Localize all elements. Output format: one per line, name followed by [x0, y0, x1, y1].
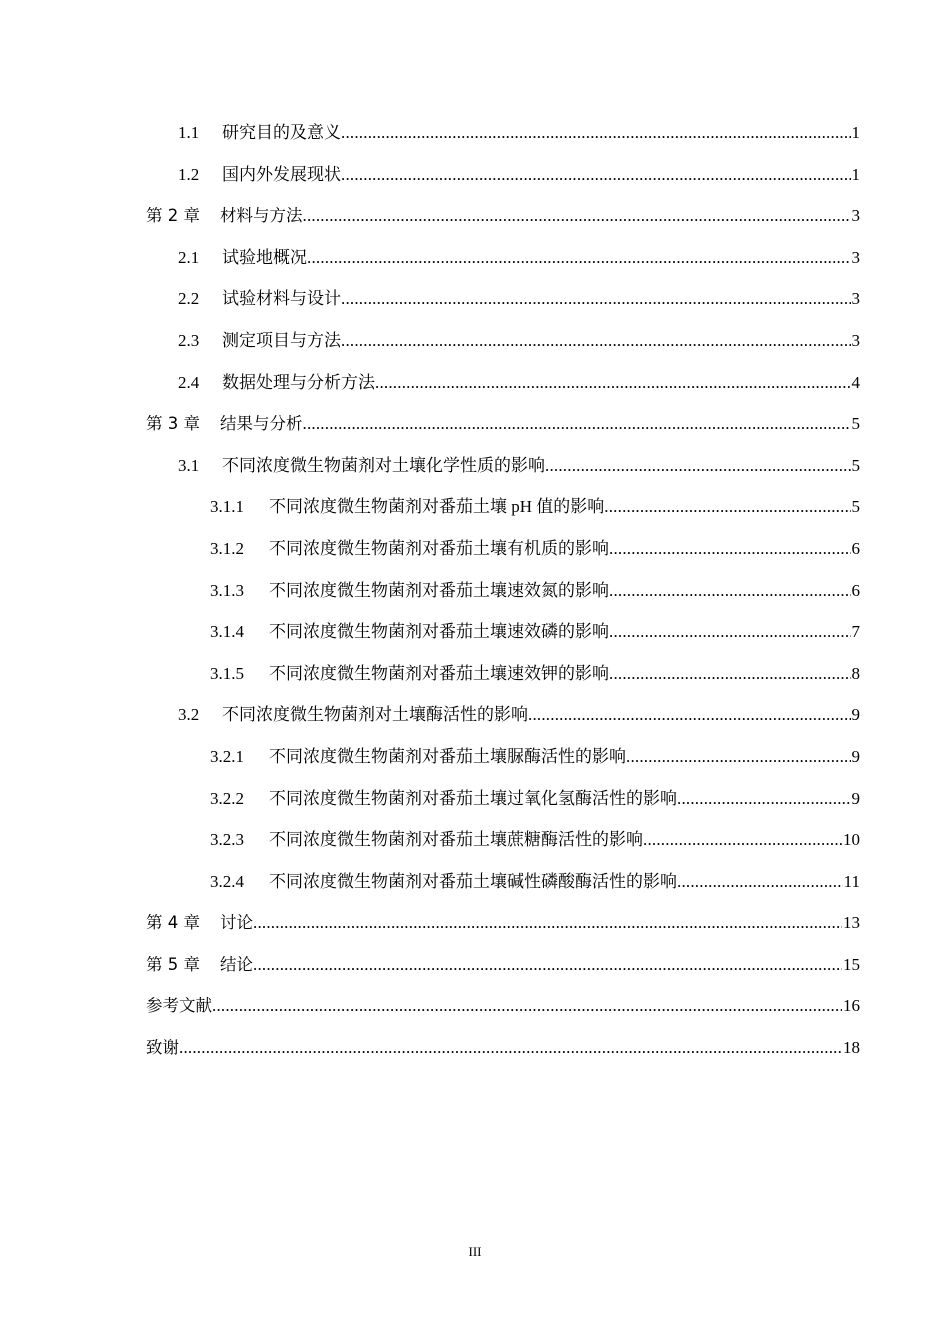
toc-entry[interactable] [146, 445, 860, 487]
toc-entry-number: 3.1.5 [210, 663, 244, 683]
toc-subentry[interactable] [146, 861, 860, 903]
toc-entry[interactable] [146, 694, 860, 736]
toc-entry[interactable] [146, 237, 860, 279]
toc-entry-page: 5 [851, 414, 860, 434]
toc-entry-title: 不同浓度微生物菌剂对番茄土壤碱性磷酸酶活性的影响 [269, 871, 677, 891]
toc-entry-title: 不同浓度微生物菌剂对番茄土壤速效钾的影响 [269, 663, 609, 683]
toc-chapter-number: 第 3 章 [146, 414, 200, 434]
toc-dot-leader [528, 694, 851, 736]
toc-entry-title: 不同浓度微生物菌剂对番茄土壤 pH 值的影响 [269, 497, 605, 517]
toc-entry-page: 13 [843, 913, 860, 933]
toc-entry-page: 3 [851, 330, 860, 350]
toc-entry-page: 6 [851, 538, 860, 558]
toc-subentry[interactable] [146, 778, 860, 820]
toc-acknowledgements-title: 致谢 [146, 1038, 179, 1058]
toc-entry-title: 数据处理与分析方法 [222, 372, 375, 392]
toc-entry-page: 15 [843, 954, 860, 974]
toc-entry-number: 3.2.4 [210, 871, 244, 891]
toc-subentry[interactable] [146, 653, 860, 695]
toc-entry-page: 1 [851, 164, 860, 184]
toc-dot-leader [604, 486, 850, 528]
toc-dot-leader [303, 403, 851, 445]
toc-entry-number: 3.1.1 [210, 497, 244, 517]
toc-dot-leader [609, 570, 851, 612]
toc-entry-number: 1.2 [178, 164, 200, 184]
toc-references-entry[interactable] [146, 985, 860, 1027]
toc-dot-leader [609, 611, 851, 653]
toc-subentry[interactable] [146, 819, 860, 861]
toc-dot-leader [179, 1027, 842, 1069]
toc-dot-leader [253, 902, 842, 944]
toc-entry-number: 2.3 [178, 330, 200, 350]
toc-entry-number: 3.1.3 [210, 580, 244, 600]
toc-entry-number: 3.1 [178, 455, 200, 475]
toc-entry-title: 不同浓度微生物菌剂对番茄土壤蔗糖酶活性的影响 [269, 830, 643, 850]
toc-dot-leader [545, 445, 851, 487]
toc-chapter-entry[interactable] [146, 944, 860, 986]
toc-subentry[interactable] [146, 611, 860, 653]
toc-dot-leader [643, 819, 842, 861]
toc-entry-title: 试验材料与设计 [222, 289, 341, 309]
toc-dot-leader [307, 237, 851, 279]
toc-subentry[interactable] [146, 570, 860, 612]
table-of-contents [146, 112, 860, 1069]
toc-entry[interactable] [146, 320, 860, 362]
toc-chapter-entry[interactable] [146, 403, 860, 445]
toc-dot-leader [341, 154, 851, 196]
toc-chapter-title: 材料与方法 [220, 206, 303, 226]
toc-acknowledgements-entry[interactable] [146, 1027, 860, 1069]
toc-entry-title: 不同浓度微生物菌剂对番茄土壤脲酶活性的影响 [269, 746, 626, 766]
toc-chapter-number: 第 2 章 [146, 206, 200, 226]
toc-entry-title: 不同浓度微生物菌剂对土壤化学性质的影响 [222, 455, 545, 475]
toc-dot-leader [253, 944, 842, 986]
toc-chapter-entry[interactable] [146, 902, 860, 944]
toc-chapter-entry[interactable] [146, 195, 860, 237]
toc-entry-page: 16 [843, 996, 860, 1016]
toc-entry-number: 1.1 [178, 123, 200, 142]
toc-entry-number: 3.2.3 [210, 830, 244, 850]
toc-chapter-title: 讨论 [220, 913, 253, 933]
toc-entry-number: 3.2 [178, 705, 200, 725]
toc-chapter-number: 第 5 章 [146, 954, 200, 974]
toc-entry-page: 11 [843, 871, 860, 891]
toc-chapter-title: 结果与分析 [220, 414, 303, 434]
toc-dot-leader [677, 861, 843, 903]
toc-entry-number: 3.2.1 [210, 746, 244, 766]
toc-entry-page: 18 [843, 1038, 860, 1058]
toc-chapter-title: 结论 [220, 954, 253, 974]
toc-entry-page: 3 [851, 247, 860, 267]
toc-entry-title: 不同浓度微生物菌剂对土壤酶活性的影响 [222, 705, 528, 725]
toc-entry-number: 2.2 [178, 289, 200, 309]
toc-entry-page: 9 [851, 788, 860, 808]
toc-entry-title: 研究目的及意义 [222, 123, 341, 142]
toc-entry-number: 2.1 [178, 247, 200, 267]
toc-entry-title: 不同浓度微生物菌剂对番茄土壤过氧化氢酶活性的影响 [269, 788, 677, 808]
toc-subentry[interactable] [146, 486, 860, 528]
toc-entry-page: 9 [851, 746, 860, 766]
toc-references-title: 参考文献 [146, 996, 212, 1016]
toc-entry-page: 9 [851, 705, 860, 725]
toc-entry-page: 8 [851, 663, 860, 683]
toc-dot-leader [212, 985, 842, 1027]
toc-entry-page: 5 [851, 455, 860, 475]
toc-entry-page: 3 [851, 289, 860, 309]
toc-chapter-number: 第 4 章 [146, 913, 200, 933]
toc-entry-page: 1 [851, 123, 860, 142]
toc-entry-title: 不同浓度微生物菌剂对番茄土壤有机质的影响 [269, 538, 609, 558]
toc-entry-number: 2.4 [178, 372, 200, 392]
toc-dot-leader [341, 320, 851, 362]
toc-dot-leader [375, 362, 851, 404]
toc-dot-leader [303, 195, 851, 237]
toc-entry-title: 不同浓度微生物菌剂对番茄土壤速效磷的影响 [269, 622, 609, 642]
toc-dot-leader [677, 778, 851, 820]
toc-dot-leader [341, 278, 851, 320]
toc-entry-title: 试验地概况 [222, 247, 307, 267]
toc-entry-title: 测定项目与方法 [222, 330, 341, 350]
toc-entry-page: 4 [851, 372, 860, 392]
toc-entry-number: 3.1.2 [210, 538, 244, 558]
toc-entry[interactable] [146, 154, 860, 196]
toc-entry-number: 3.1.4 [210, 622, 244, 642]
toc-entry-page: 6 [851, 580, 860, 600]
toc-entry-number: 3.2.2 [210, 788, 244, 808]
toc-entry-page: 3 [851, 206, 860, 226]
toc-entry-title: 国内外发展现状 [222, 164, 341, 184]
toc-entry-page: 10 [843, 830, 860, 850]
toc-entry[interactable] [146, 362, 860, 404]
toc-subentry[interactable] [146, 736, 860, 778]
toc-entry-page: 5 [851, 497, 860, 517]
toc-dot-leader [626, 736, 851, 778]
toc-entry-title: 不同浓度微生物菌剂对番茄土壤速效氮的影响 [269, 580, 609, 600]
toc-dot-leader [609, 653, 851, 695]
toc-dot-leader [609, 528, 851, 570]
toc-entry[interactable] [146, 278, 860, 320]
toc-entry-page: 7 [851, 622, 860, 642]
page-number-footer: III [468, 1244, 482, 1259]
toc-subentry[interactable] [146, 528, 860, 570]
toc-dot-leader [341, 112, 851, 154]
toc-entry[interactable] [146, 112, 860, 154]
